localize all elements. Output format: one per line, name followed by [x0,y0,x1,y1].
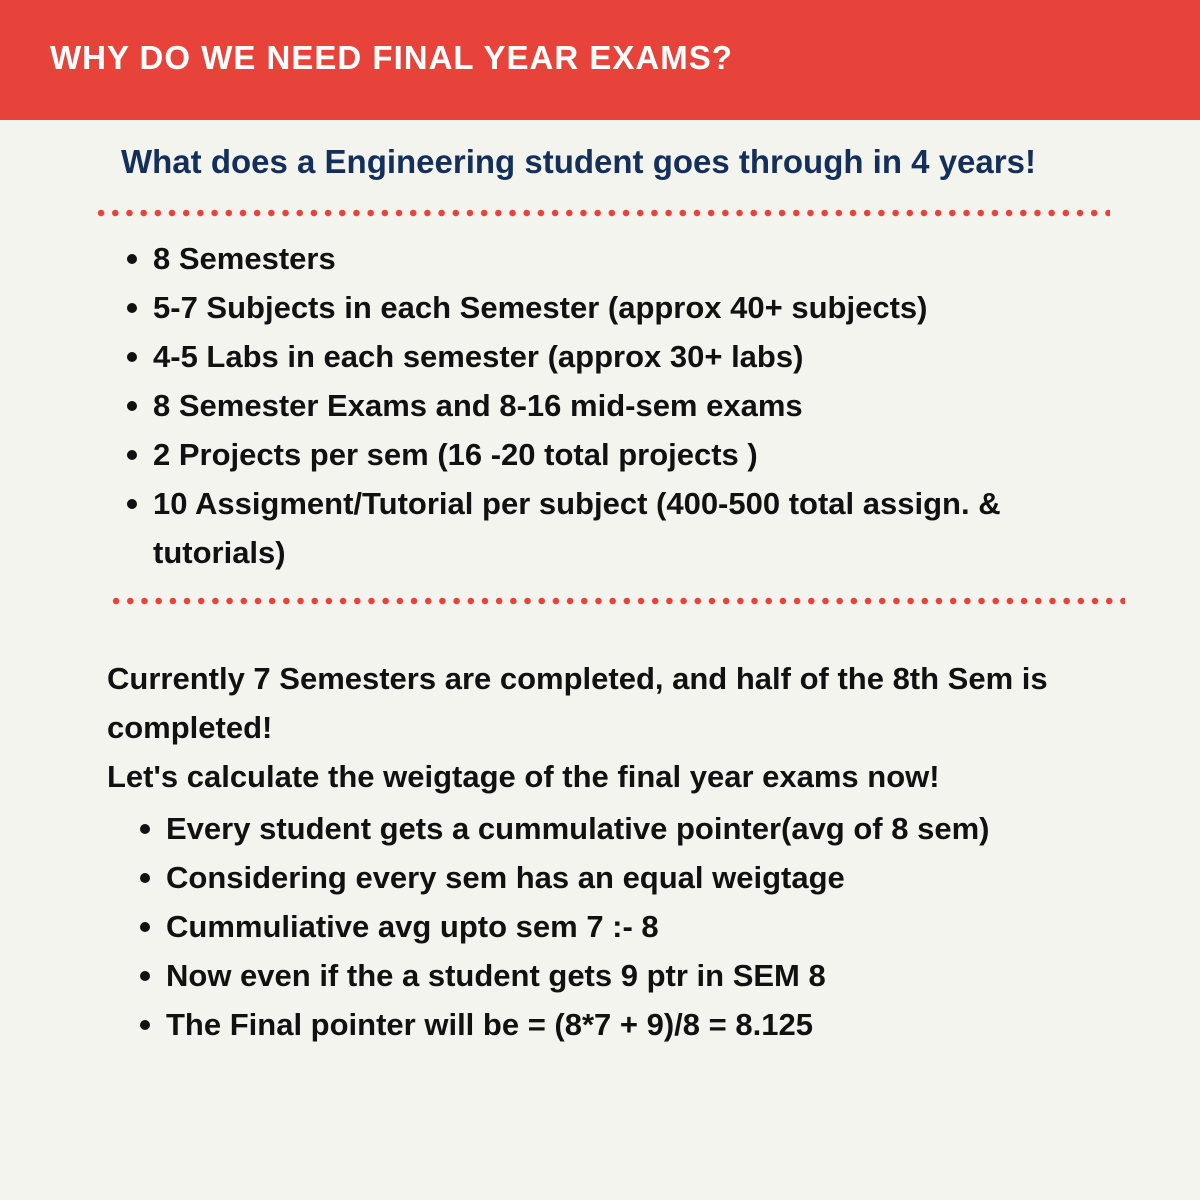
list-item: Now even if the a student gets 9 ptr in SEM 8 [134,951,1114,1000]
workload-list [121,234,1101,577]
list-item: Cummuliative avg upto sem 7 :- 8 [134,902,1114,951]
list-item: 10 Assigment/Tutorial per subject (400-500 total assign. & tutorials) [121,479,1101,577]
list-item: 8 Semesters [121,234,1101,283]
status-text: Currently 7 Semesters are completed, and half of the 8th Sem is completed! [107,661,1048,745]
list-item: 2 Projects per sem (16 -20 total projects ) [121,430,1101,479]
list-item: 5-7 Subjects in each Semester (approx 40+ subjects) [121,283,1101,332]
list-item: 4-5 Labs in each semester (approx 30+ labs) [121,332,1101,381]
list-item: Considering every sem has an equal weigtage [134,853,1114,902]
header-banner [0,0,1200,120]
list-item: The Final pointer will be = (8*7 + 9)/8 = 8.125 [134,1000,1114,1049]
dotted-divider-top [94,209,1110,217]
calculation-intro: Let's calculate the weigtage of the final year exams now! [107,759,940,794]
status-paragraph [107,654,1147,801]
page-title: WHY DO WE NEED FINAL YEAR EXAMS? [50,39,733,76]
section-subtitle: What does a Engineering student goes through in 4 years! [121,143,1036,180]
list-item: Every student gets a cummulative pointer(avg of 8 sem) [134,804,1114,853]
calculation-list [134,804,1114,1049]
list-item: 8 Semester Exams and 8-16 mid-sem exams [121,381,1101,430]
dotted-divider-bottom [109,597,1125,605]
